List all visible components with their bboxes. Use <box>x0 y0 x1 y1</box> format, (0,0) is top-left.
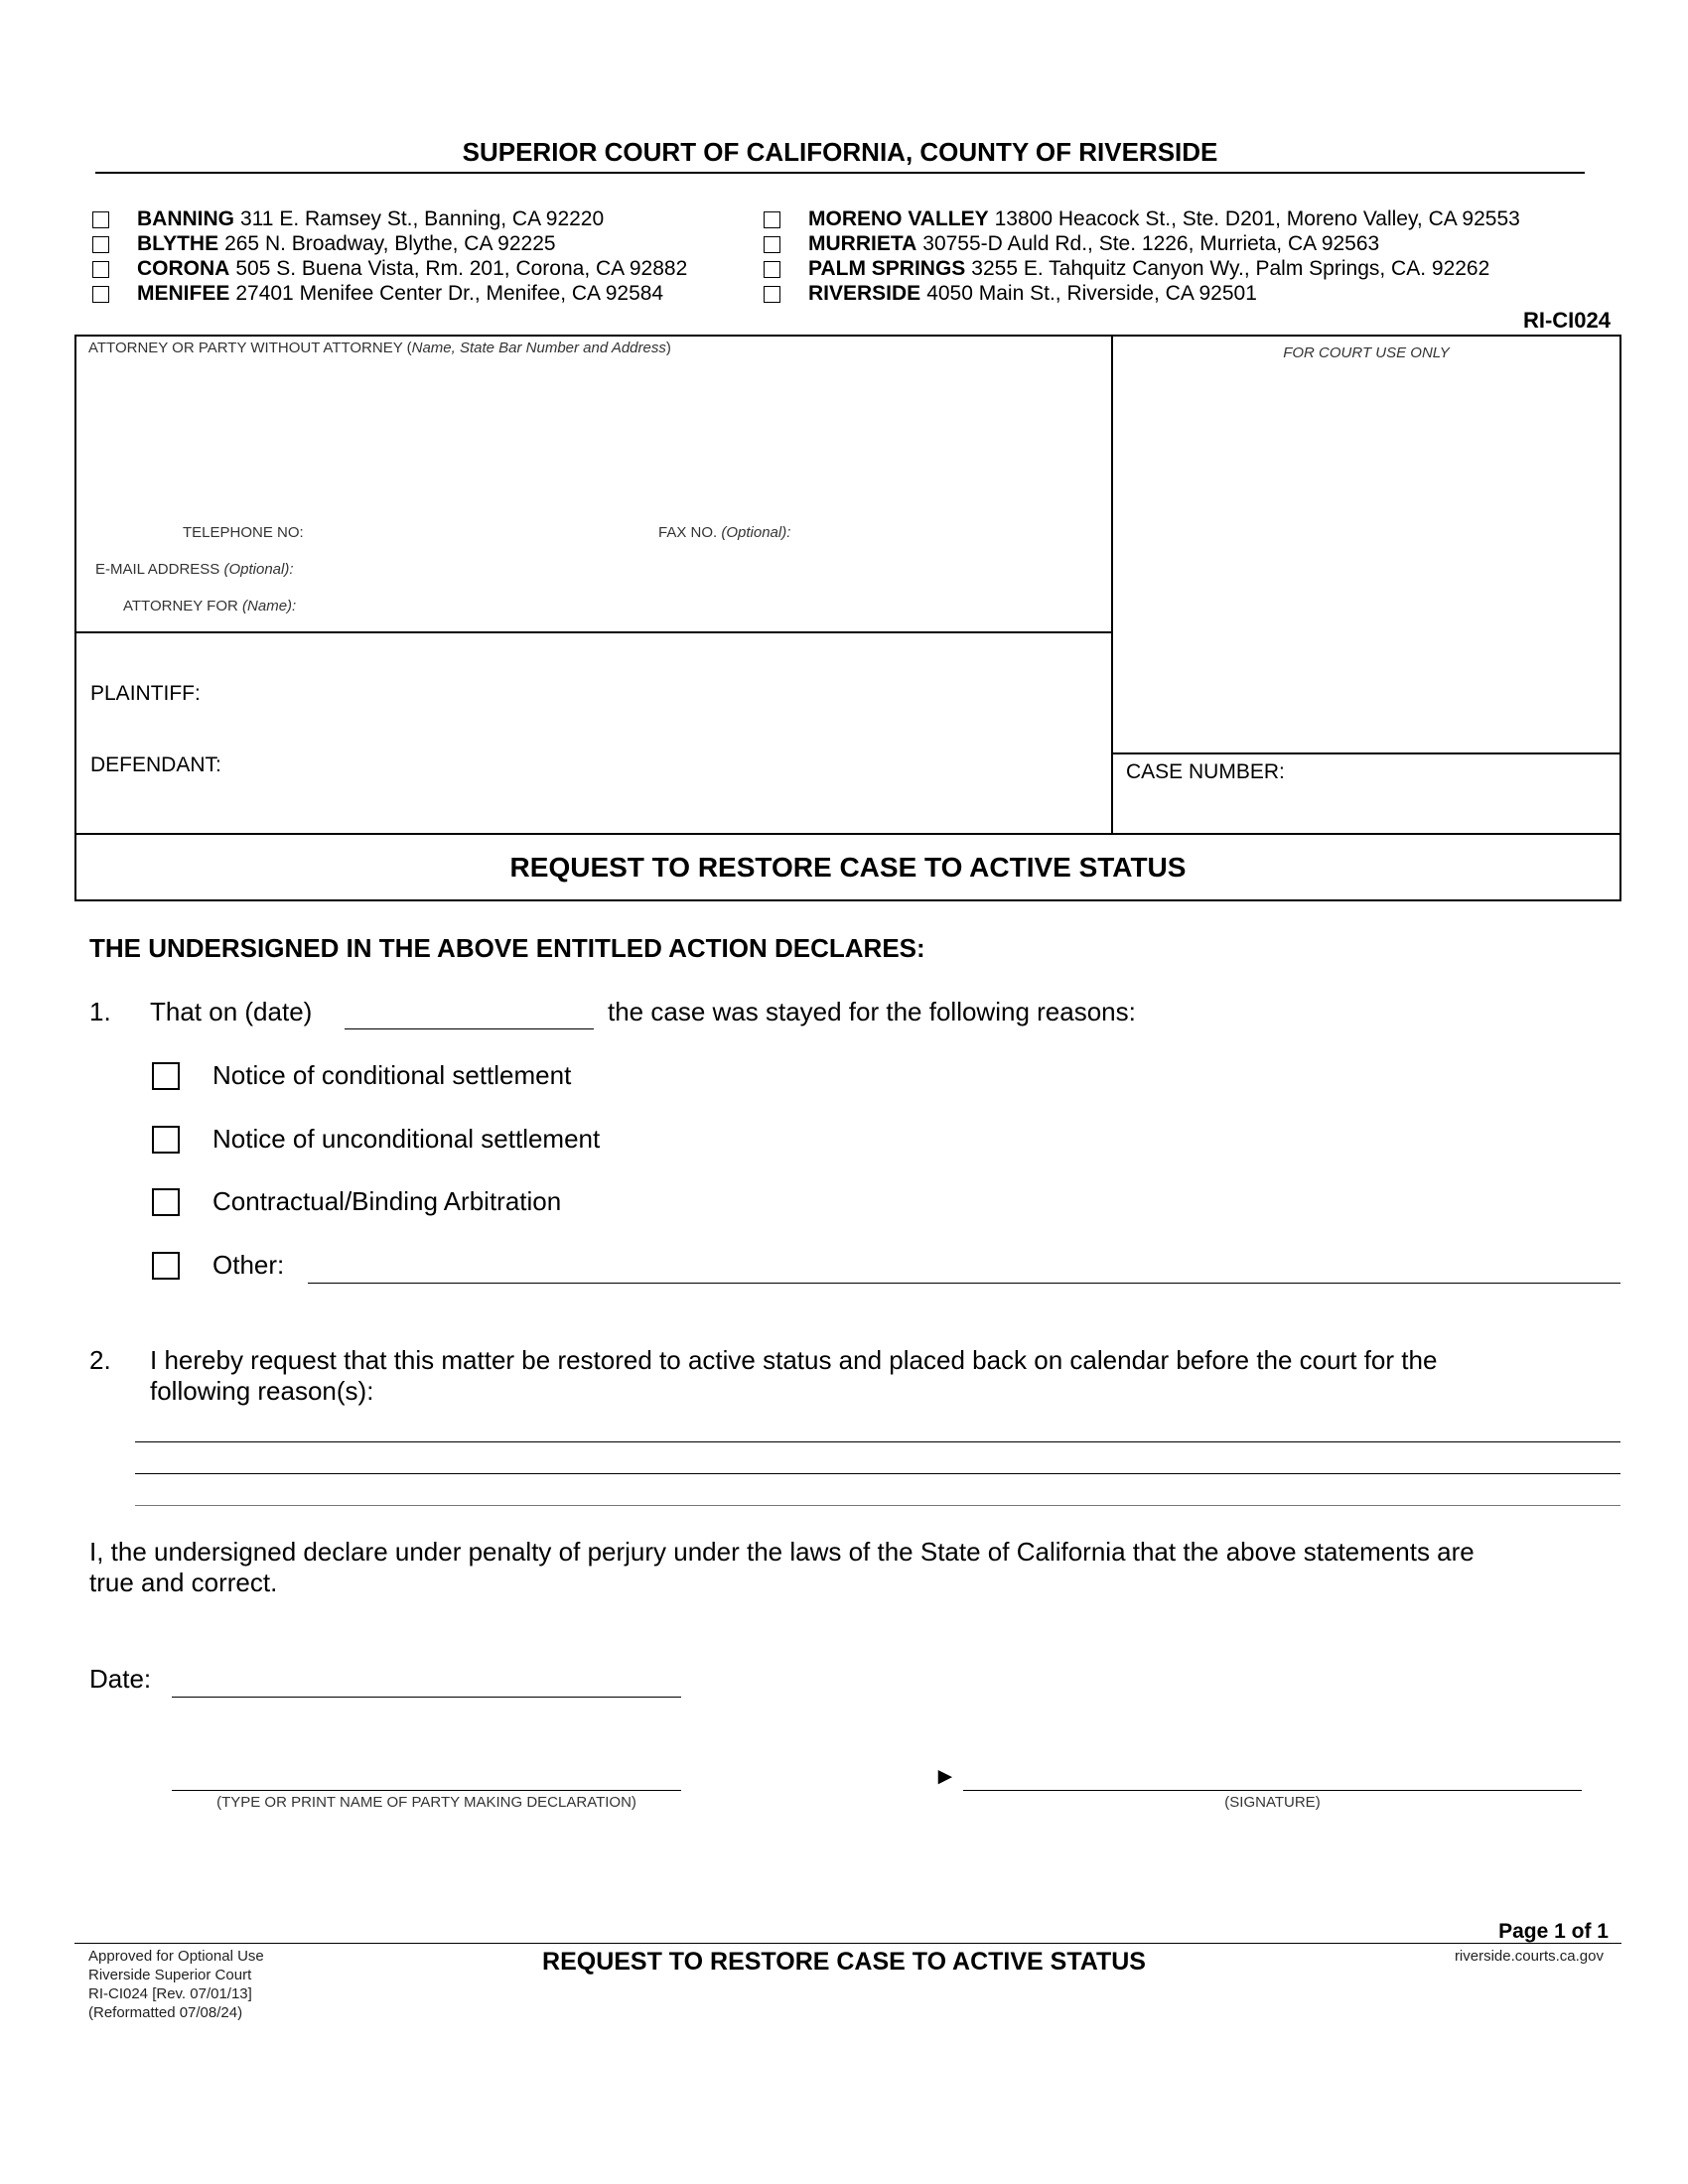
parties-box[interactable] <box>74 631 1113 835</box>
location-murrieta[interactable] <box>764 232 1379 256</box>
other-reason-field[interactable] <box>308 1253 1620 1284</box>
attorney-box[interactable] <box>74 335 1113 633</box>
telephone-label: TELEPHONE NO: <box>183 524 304 541</box>
defendant-label: DEFENDANT: <box>90 753 221 776</box>
form-title: REQUEST TO RESTORE CASE TO ACTIVE STATUS <box>509 852 1187 883</box>
attorney-for-label: ATTORNEY FOR (Name): <box>123 598 297 614</box>
footer-title: REQUEST TO RESTORE CASE TO ACTIVE STATUS <box>542 1948 1146 1976</box>
option-other: Other: <box>212 1250 285 1280</box>
footer-website[interactable]: riverside.courts.ca.gov <box>1454 1948 1604 1965</box>
reason-line-3[interactable] <box>135 1473 1620 1506</box>
reason-line-2[interactable] <box>135 1441 1620 1474</box>
reason-line-1[interactable] <box>135 1408 1620 1442</box>
location-name: MURRIETA <box>808 232 917 255</box>
footer-revision: RI-CI024 [Rev. 07/01/13] <box>88 1985 252 2002</box>
location-name: CORONA <box>137 257 230 280</box>
location-blythe[interactable] <box>92 232 556 256</box>
checkbox-riverside[interactable] <box>764 286 780 303</box>
option-unconditional-settlement: Notice of unconditional settlement <box>212 1124 601 1154</box>
item1-prefix: That on (date) <box>150 997 313 1026</box>
location-palm-springs[interactable] <box>764 257 1489 281</box>
checkbox-palm-springs[interactable] <box>764 261 780 278</box>
page-indicator: Page 1 of 1 <box>1498 1920 1609 1943</box>
location-address: 265 N. Broadway, Blythe, CA 92225 <box>224 232 556 255</box>
location-banning[interactable] <box>92 207 604 231</box>
case-number-label: CASE NUMBER: <box>1126 760 1285 783</box>
location-name: MORENO VALLEY <box>808 207 989 230</box>
footer-reformatted: (Reformatted 07/08/24) <box>88 2004 243 2021</box>
item1-suffix: the case was stayed for the following reasons: <box>608 997 1136 1026</box>
option-conditional-settlement: Notice of conditional settlement <box>212 1060 572 1090</box>
location-name: RIVERSIDE <box>808 282 921 305</box>
declaration-line1: I, the undersigned declare under penalty of perjury under the laws of the State of California that the above statements are <box>89 1537 1475 1567</box>
form-title-box <box>74 833 1621 901</box>
footer-court: Riverside Superior Court <box>88 1967 252 1983</box>
printed-name-field[interactable] <box>172 1757 681 1791</box>
declaration-line2: true and correct. <box>89 1568 278 1597</box>
checkbox-corona[interactable] <box>92 261 109 278</box>
footer-divider <box>74 1943 1621 1944</box>
location-address: 27401 Menifee Center Dr., Menifee, CA 92584 <box>235 282 664 305</box>
location-address: 505 S. Buena Vista, Rm. 201, Corona, CA 92882 <box>235 257 688 280</box>
item2-number: 2. <box>89 1345 111 1375</box>
fax-label: FAX NO. (Optional): <box>658 524 791 541</box>
declares-heading: THE UNDERSIGNED IN THE ABOVE ENTITLED ACTION DECLARES: <box>89 933 925 963</box>
date-label: Date: <box>89 1664 152 1694</box>
location-address: 3255 E. Tahquitz Canyon Wy., Palm Springs, CA. 92262 <box>971 257 1490 280</box>
checkbox-moreno-valley[interactable] <box>764 211 780 228</box>
signature-caption: (SIGNATURE) <box>1224 1794 1321 1811</box>
location-address: 13800 Heacock St., Ste. D201, Moreno Valley, CA 92553 <box>994 207 1520 230</box>
email-label: E-MAIL ADDRESS (Optional): <box>95 561 294 578</box>
checkbox-menifee[interactable] <box>92 286 109 303</box>
location-corona[interactable] <box>92 257 687 281</box>
location-menifee[interactable] <box>92 282 663 306</box>
checkbox-banning[interactable] <box>92 211 109 228</box>
signature-arrow-icon: ► <box>933 1763 957 1790</box>
plaintiff-label: PLAINTIFF: <box>90 682 201 705</box>
court-use-box <box>1111 335 1621 754</box>
location-moreno-valley[interactable] <box>764 207 1520 231</box>
court-use-label: FOR COURT USE ONLY <box>1283 344 1450 361</box>
stay-date-field[interactable] <box>345 1001 594 1029</box>
location-name: MENIFEE <box>137 282 230 305</box>
case-number-box[interactable] <box>1111 752 1621 835</box>
location-name: BANNING <box>137 207 234 230</box>
option-arbitration: Contractual/Binding Arbitration <box>212 1186 562 1216</box>
checkbox-unconditional-settlement[interactable] <box>152 1126 180 1154</box>
checkbox-arbitration[interactable] <box>152 1188 180 1216</box>
location-riverside[interactable] <box>764 282 1257 306</box>
item2-line2: following reason(s): <box>150 1376 374 1406</box>
checkbox-other[interactable] <box>152 1252 180 1280</box>
location-name: BLYTHE <box>137 232 219 255</box>
item2-line1: I hereby request that this matter be restored to active status and placed back on calendar before the court for the <box>150 1345 1438 1375</box>
printed-name-caption: (TYPE OR PRINT NAME OF PARTY MAKING DECLARATION) <box>216 1794 636 1811</box>
checkbox-blythe[interactable] <box>92 236 109 253</box>
location-address: 311 E. Ramsey St., Banning, CA 92220 <box>240 207 605 230</box>
form-number: RI-CI024 <box>1522 308 1611 333</box>
declaration-date-field[interactable] <box>172 1666 681 1698</box>
signature-field[interactable] <box>963 1757 1582 1791</box>
footer-approved: Approved for Optional Use <box>88 1948 264 1965</box>
item1-number: 1. <box>89 997 111 1026</box>
location-address: 4050 Main St., Riverside, CA 92501 <box>926 282 1257 305</box>
location-name: PALM SPRINGS <box>808 257 966 280</box>
court-title: SUPERIOR COURT OF CALIFORNIA, COUNTY OF RIVERSIDE <box>95 137 1585 174</box>
checkbox-murrieta[interactable] <box>764 236 780 253</box>
location-address: 30755-D Auld Rd., Ste. 1226, Murrieta, CA 92563 <box>922 232 1380 255</box>
attorney-label: ATTORNEY OR PARTY WITHOUT ATTORNEY (Name, State Bar Number and Address) <box>88 340 671 356</box>
checkbox-conditional-settlement[interactable] <box>152 1062 180 1090</box>
